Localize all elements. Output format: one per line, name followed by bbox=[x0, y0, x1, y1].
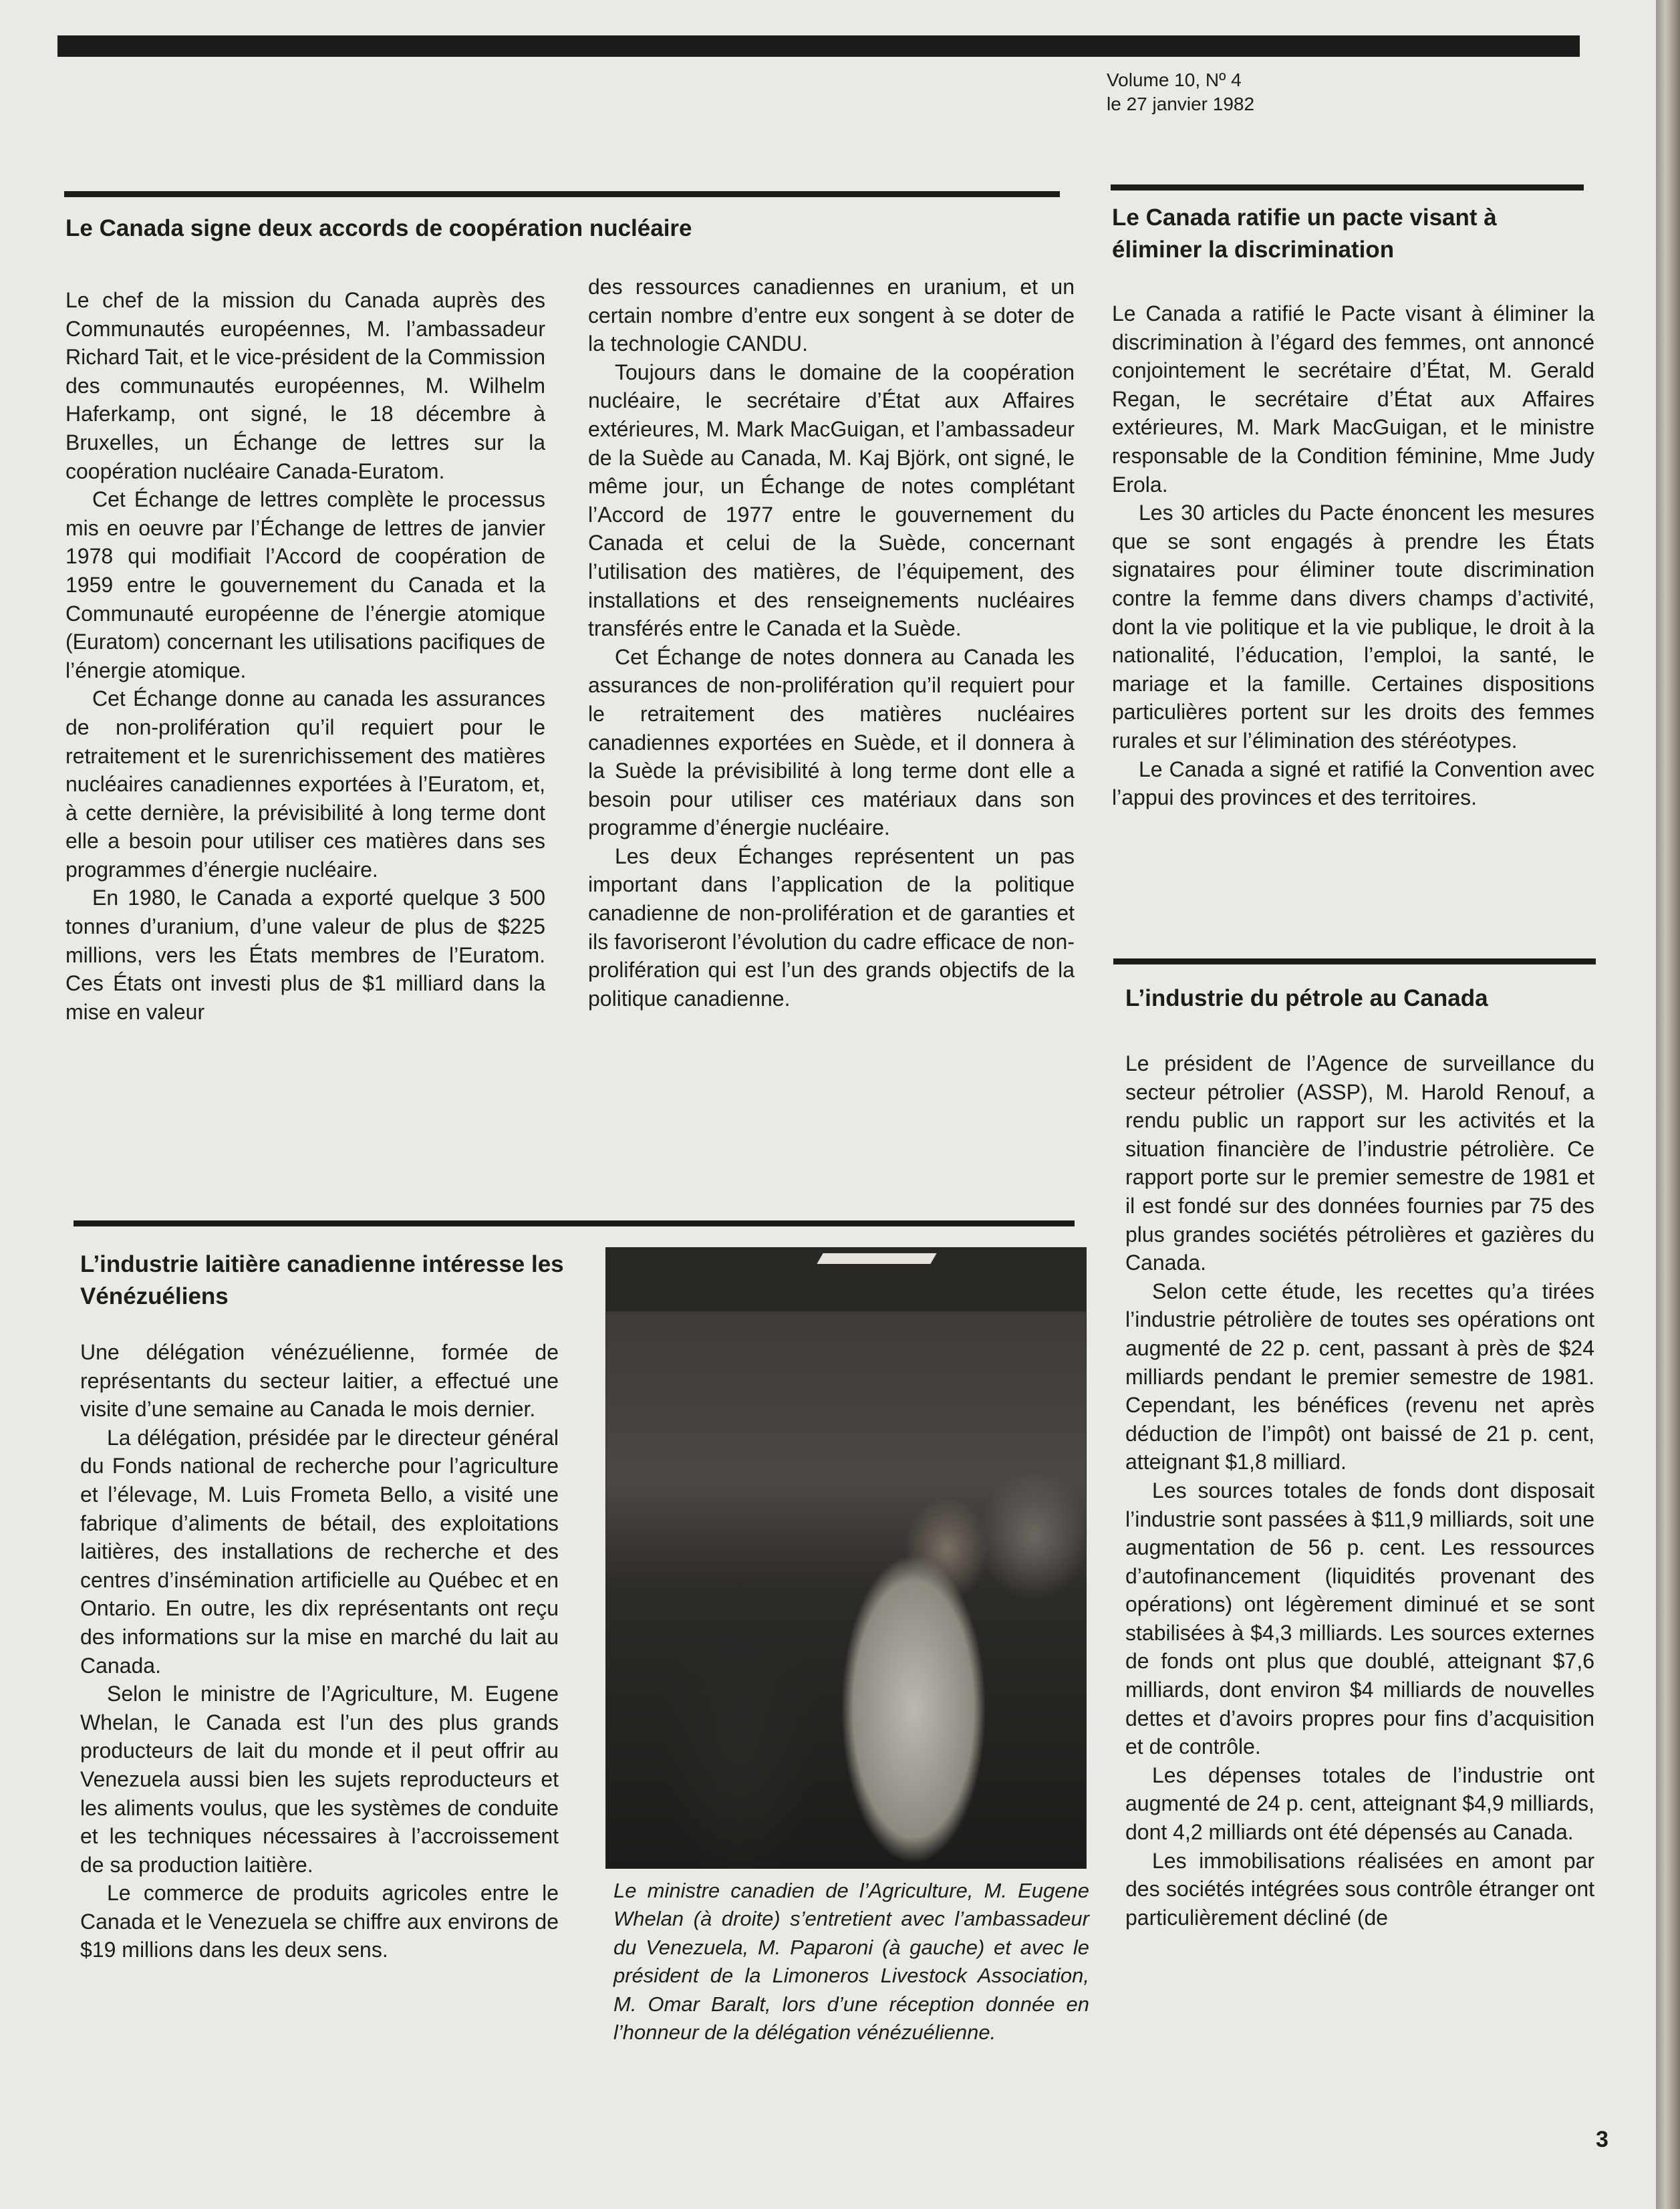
page-number: 3 bbox=[1596, 2127, 1608, 2152]
paragraph: Cet Échange de notes donnera au Canada les assurances de non-prolifération qu’il requiert pour le retraitement des matières nucléaires canadiennes exportées en Suède, et il donnera à la Suède la prévisibilité à long terme dont elle a besoin pour utiliser ces matériaux dans son programme d’énergie nucléaire. bbox=[588, 644, 1075, 840]
article-nuclear-col2 bbox=[588, 273, 1075, 1013]
photo-ceiling-light bbox=[817, 1253, 936, 1264]
article-title-discrimination: Le Canada ratifie un pacte visant à éliminer la discrimination bbox=[1112, 205, 1497, 263]
paragraph: En 1980, le Canada a exporté quelque 3 500 tonnes d’uranium, d’une valeur de plus de $225 millions, vers les États membres de l’Euratom. Ces États ont investi plus de $1 milliard dans la mise en valeur bbox=[65, 886, 545, 1024]
article-nuclear-col1 bbox=[65, 286, 545, 1026]
article-title-petrole: L’industrie du pétrole au Canada bbox=[1125, 985, 1488, 1011]
paragraph: Le Canada a signé et ratifié la Convention avec l’appui des provinces et des territoires. bbox=[1112, 757, 1594, 810]
photo-caption: Le ministre canadien de l’Agriculture, M. Eugene Whelan (à droite) s’entretient avec l’ambassadeur du Venezuela, M. Paparoni (à gauche) et avec le président de la Limoneros Livestock Association, M. Omar Baralt, lors d’une réception donnée en l’honneur de la délégation vénézuélienne. bbox=[613, 1879, 1089, 2045]
paragraph: Les dépenses totales de l’industrie ont augmenté de 24 p. cent, atteignant $4,9 milliards, dont 4,2 milliards ont été dépensés au Canada. bbox=[1125, 1763, 1594, 1845]
issue-date: le 27 janvier 1982 bbox=[1107, 94, 1255, 114]
article-title-laitiere: L’industrie laitière canadienne intéresse les Vénézuéliens bbox=[80, 1251, 564, 1309]
section-rule bbox=[1111, 184, 1584, 190]
paragraph: Les deux Échanges représentent un pas important dans l’application de la politique canadienne de non-prolifération et de garanties et ils favoriseront l’évolution du cadre efficace de non-prolifération qui est l’un des grands objectifs de la politique canadienne. bbox=[588, 843, 1075, 1011]
paragraph: Le président de l’Agence de surveillance du secteur pétrolier (ASSP), M. Harold Renouf, a rendu public un rapport sur les activités et la situation financière de l’industrie pétrolière. Ce rapport porte sur le premier semestre de 1981 et il est fondé sur des données fournies par 75 des plus grandes sociétés pétrolières et gazières du Canada. bbox=[1125, 1051, 1594, 1275]
paragraph: Cet Échange donne au canada les assurances de non-prolifération qu’il requiert pour le retraitement et le surenrichissement des matières nucléaires canadiennes exportées à l’Euratom, et, à cette dernière, la prévisibilité à long terme dont elle a besoin pour utiliser ces matières dans ses programmes d’énergie nucléaire. bbox=[65, 686, 545, 882]
paragraph: Selon cette étude, les recettes qu’a tirées l’industrie pétrolière de toutes ses opérations ont augmenté de 22 p. cent, passant à près de $24 milliards pendant le premier semestre de 1981. Cependant, les bénéfices (revenu net après déduction de l’impôt) ont baissé de 21 p. cent, atteignant $1,8 milliard. bbox=[1125, 1279, 1594, 1474]
paragraph: Les immobilisations réalisées en amont par des sociétés intégrées sous contrôle étranger ont particulièrement décliné (de bbox=[1125, 1848, 1594, 1930]
paragraph: Toujours dans le domaine de la coopération nucléaire, le secrétaire d’État aux Affaires extérieures, M. Mark MacGuigan, et l’ambassadeur de la Suède au Canada, M. Kaj Björk, ont signé, le même jour, un Échange de notes complétant l’Accord de 1977 entre le gouvernement du Canada et celui de la Suède, concernant l’utilisation des matières, de l’équipement, des installations et des renseignements nucléaires transférés entre le Canada et la Suède. bbox=[588, 360, 1075, 641]
paragraph: Le chef de la mission du Canada auprès des Communautés européennes, M. l’ambassadeur Richard Tait, et le vice-président de la Commission des communautés européennes, M. Wilhelm Haferkamp, ont signé, le 18 décembre à Bruxelles, un Échange de lettres sur la coopération nucléaire Canada-Euratom. bbox=[65, 288, 545, 483]
paragraph: Les sources totales de fonds dont disposait l’industrie sont passées à $11,9 milliards, soit une augmentation de 56 p. cent. Les ressources d’autofinancement (liquidités provenant des opérations) ont légèrement diminué et se sont stabilisées à $4,3 milliards. Les sources externes de fonds ont plus que doublé, atteignant $7,6 milliards, dont environ $4 milliards de nouvelles dettes et d’avoirs propres pour fins d’acquisition et de contrôle. bbox=[1125, 1478, 1594, 1759]
section-rule bbox=[1113, 958, 1596, 964]
paragraph: Selon le ministre de l’Agriculture, M. Eugene Whelan, le Canada est l’un des plus grands producteurs de lait du monde et il peut offrir au Venezuela aussi bien les sujets reproducteurs et les aliments voulus, que les systèmes de conduite et les techniques nécessaires à l’accroissement de sa production laitière. bbox=[80, 1682, 559, 1877]
article-petrole-body bbox=[1125, 1049, 1594, 1932]
article-title-nuclear: Le Canada signe deux accords de coopération nucléaire bbox=[65, 215, 692, 241]
header-bar bbox=[57, 35, 1580, 57]
paragraph: La délégation, présidée par le directeur général du Fonds national de recherche pour l’agriculture et l’élevage, M. Luis Frometa Bello, a visité une fabrique d’aliments de bétail, des exploitations laitières, des installations de recherche et des centres d’insémination artificielle au Québec et en Ontario. En outre, les dix représentants ont reçu des informations sur la mise en marché du lait au Canada. bbox=[80, 1425, 559, 1678]
article-discrimination-body bbox=[1112, 299, 1594, 812]
section-rule bbox=[74, 1220, 1075, 1226]
paragraph: des ressources canadiennes en uranium, et un certain nombre d’entre eux songent à se doter de la technologie CANDU. bbox=[588, 275, 1075, 356]
page-edge bbox=[1656, 0, 1680, 2209]
paragraph: Cet Échange de lettres complète le processus mis en oeuvre par l’Échange de lettres de janvier 1978 qui modifiait l’Accord de coopération de 1959 entre le gouvernement du Canada et la Communauté européenne de l’énergie atomique (Euratom) concernant les utilisations pacifiques de l’énergie atomique. bbox=[65, 487, 545, 682]
paragraph: Le Canada a ratifié le Pacte visant à éliminer la discrimination à l’égard des femmes, ont annoncé conjointement le secrétaire d’État, M. Gerald Regan, le secrétaire d’État aux Affaires extérieures, M. Mark MacGuigan, et le ministre responsable de la Condition féminine, Mme Judy Erola. bbox=[1112, 301, 1594, 497]
paragraph: Les 30 articles du Pacte énoncent les mesures que se sont engagés à prendre les États signataires pour éliminer toute discrimination contre la femme dans divers champs d’activité, dont la vie politique et la vie publique, le droit à la nationalité, l’éducation, l’emploi, la santé, le mariage et la famille. Certaines dispositions particulières portent sur les droits des femmes rurales et sur l’élimination des stéréotypes. bbox=[1112, 501, 1594, 753]
paragraph: Une délégation vénézuélienne, formée de représentants du secteur laitier, a effectué une visite d’une semaine au Canada le mois dernier. bbox=[80, 1340, 559, 1422]
article-laitiere-body bbox=[80, 1338, 559, 1964]
issue-info bbox=[1107, 68, 1254, 116]
paragraph: Le commerce de produits agricoles entre le Canada et le Venezuela se chiffre aux environs de $19 millions dans les deux sens. bbox=[80, 1881, 559, 1962]
section-rule bbox=[64, 191, 1060, 197]
reception-photo bbox=[605, 1247, 1087, 1869]
volume-number: Volume 10, Nº 4 bbox=[1107, 70, 1242, 90]
